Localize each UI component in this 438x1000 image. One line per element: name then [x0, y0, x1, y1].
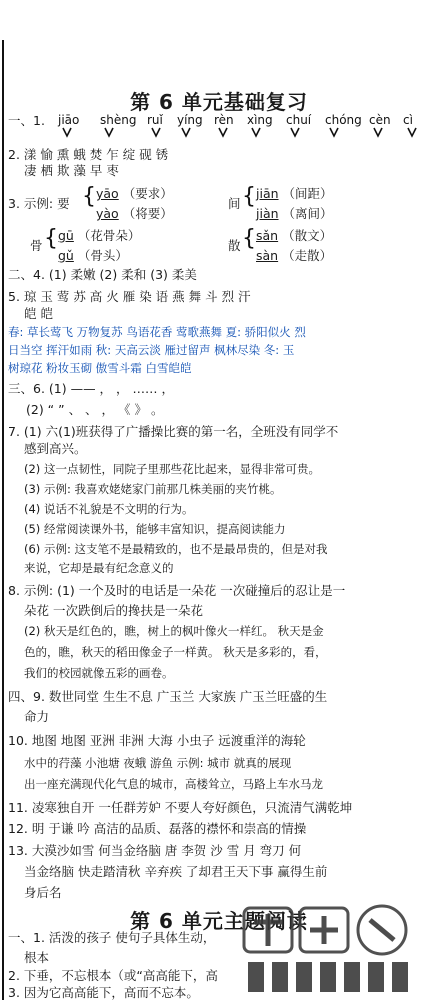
- q3-label: 3. 示例: 要: [8, 196, 70, 211]
- pinyin-syllable: rèn: [214, 113, 234, 127]
- q10-row-2: 水中的荇藻 小池塘 夜蛾 游鱼 示例: 城市 就真的展现: [24, 756, 292, 770]
- check-mark-icon: [62, 126, 72, 138]
- q7-row-1: 7. (1) 六(1)班获得了广播操比赛的第一名，全班没有同学不: [8, 424, 339, 439]
- r1-row-1: 一、1. 活泼的孩子 使句子具体生动，: [8, 930, 216, 945]
- q9-row-1: 四、9. 数世同堂 生生不息 广玉兰 大家族 广玉兰旺盛的生: [8, 689, 328, 704]
- q7-part-6b: 来说，它却是最有纪念意义的: [24, 561, 174, 575]
- q3-gu-char: 骨: [30, 238, 43, 253]
- q7-part-5: (5) 经常阅读课外书，能够丰富知识，提高阅读能力: [24, 522, 286, 536]
- q7-part-3: (3) 示例: 我喜欢姥姥家门前那几株美丽的夹竹桃。: [24, 482, 282, 496]
- pinyin-syllable: cèn: [369, 113, 391, 127]
- pinyin-syllable: ruǐ: [147, 113, 163, 127]
- r2-line: 2. 下垂，不忘根本（或“高高能下，高: [8, 968, 218, 983]
- binding-line: [2, 40, 4, 1000]
- q7-part-4: (4) 说话不礼貌是不文明的行为。: [24, 502, 194, 516]
- check-mark-icon: [290, 126, 300, 138]
- pinyin-syllable: shèng: [100, 113, 137, 127]
- q3-jian-char: 间: [228, 196, 241, 211]
- q2-row-2: 凄 栖 欺 藻 早 枣: [24, 163, 119, 178]
- check-mark-icon: [251, 126, 261, 138]
- check-mark-icon: [218, 126, 228, 138]
- q8-row-2: 朵花 一次跌倒后的搀扶是一朵花: [24, 603, 203, 618]
- pinyin-syllable: cì: [403, 113, 413, 127]
- q7-part-2: (2) 这一点韧性，同院子里那些花比起来，显得非常可贵。: [24, 462, 320, 476]
- q3-brace-san: {: [242, 226, 256, 251]
- check-mark-icon: [329, 126, 339, 138]
- q3-jian-1: jiān （间距）: [256, 186, 333, 201]
- q6-row-1: 三、6. (1) —— ， ， …… ，: [8, 381, 174, 396]
- r3-line: 3. 因为它高高能下，高而不忘本。: [8, 985, 199, 1000]
- q6-row-2: (2) “ ” 、 、 ， 《 》 。: [26, 402, 164, 417]
- check-mark-icon: [373, 126, 383, 138]
- q10-row-3: 出一座充满现代化气息的城市，高楼耸立，马路上车水马龙: [24, 777, 323, 791]
- check-mark-icon: [104, 126, 114, 138]
- q3-san-1: sǎn （散文）: [256, 228, 333, 243]
- q5-answer-2: 日当空 挥汗如雨 秋: 天高云淡 雁过留声 枫林尽染 冬: 玉: [8, 343, 295, 357]
- q7-part-6a: (6) 示例: 这支笔不是最精致的，也不是最昂贵的，但是对我: [24, 542, 328, 556]
- pinyin-syllable: yíng: [177, 113, 203, 127]
- r1-row-2: 根本: [24, 950, 50, 965]
- pinyin-syllable: jiāo: [58, 113, 80, 127]
- q8-row-4: 色的，瞧，秋天的稻田像金子一样黄。 秋天是多彩的，看，: [24, 645, 327, 659]
- q3-yao-2: yào （将要）: [96, 206, 173, 221]
- q13-row-3: 身后名: [24, 885, 62, 900]
- q2-row-1: 2. 漾 愉 熏 蛾 焚 乍 绽 砚 锈: [8, 147, 169, 162]
- pinyin-syllable: xìng: [247, 113, 273, 127]
- pinyin-syllable: chuí: [286, 113, 312, 127]
- q3-jian-2: jiàn （离间）: [256, 206, 333, 221]
- q5-answer-3: 树琼花 粉妆玉砌 傲雪斗霜 白雪皑皑: [8, 361, 192, 375]
- q7-row-2: 感到高兴。: [24, 441, 87, 456]
- q3-brace-yao: {: [82, 184, 96, 209]
- q8-row-5: 我们的校园就像五彩的画卷。: [24, 666, 174, 680]
- q13-row-2: 当金络脑 快走踏清秋 辛弃疾 了却君王天下事 赢得生前: [24, 864, 328, 879]
- q3-brace-gu: {: [44, 226, 58, 251]
- q12-line: 12. 明 于谦 吟 高洁的品质、磊落的襟怀和崇高的情操: [8, 821, 307, 836]
- q8-row-3: (2) 秋天是红色的，瞧，树上的枫叶像火一样红。 秋天是金: [24, 624, 324, 638]
- section-title-theme-reading: 第 6 单元主题阅读: [130, 909, 308, 933]
- check-mark-icon: [407, 126, 417, 138]
- q1-label: 一、1.: [8, 113, 45, 128]
- q5-row-1: 5. 琼 玉 莺 苏 高 火 雁 染 语 燕 舞 斗 烈 汗: [8, 289, 251, 304]
- q3-gu-1: gū （花骨朵）: [58, 228, 141, 243]
- watermark-logo: [238, 900, 436, 1000]
- q10-row-1: 10. 地图 地图 亚洲 非洲 大海 小虫子 远渡重洋的海轮: [8, 733, 306, 748]
- check-mark-icon: [181, 126, 191, 138]
- check-mark-icon: [151, 126, 161, 138]
- pinyin-syllable: chóng: [325, 113, 362, 127]
- q3-yao-1: yāo （要求）: [96, 186, 173, 201]
- q3-gu-2: gǔ （骨头）: [58, 248, 128, 263]
- q3-brace-jian: {: [242, 184, 256, 209]
- q4-line: 二、4. (1) 柔嫩 (2) 柔和 (3) 柔美: [8, 267, 197, 282]
- q5-row-2: 皑 皑: [24, 306, 53, 321]
- q3-san-2: sàn （走散）: [256, 248, 333, 263]
- q5-answer-1: 春: 草长莺飞 万物复苏 鸟语花香 莺歌燕舞 夏: 骄阳似火 烈: [8, 325, 306, 339]
- q8-row-1: 8. 示例: (1) 一个及时的电话是一朵花 一次碰撞后的忍让是一: [8, 583, 346, 598]
- q3-san-char: 散: [228, 238, 241, 253]
- section-title-basic-review: 第 6 单元基础复习: [130, 90, 308, 114]
- q13-row-1: 13. 大漠沙如雪 何当金络脑 唐 李贺 沙 雪 月 弯刀 何: [8, 843, 302, 858]
- q9-row-2: 命力: [24, 709, 50, 724]
- q11-line: 11. 凌寒独自开 一任群芳妒 不要人夸好颜色，只流清气满乾坤: [8, 800, 353, 815]
